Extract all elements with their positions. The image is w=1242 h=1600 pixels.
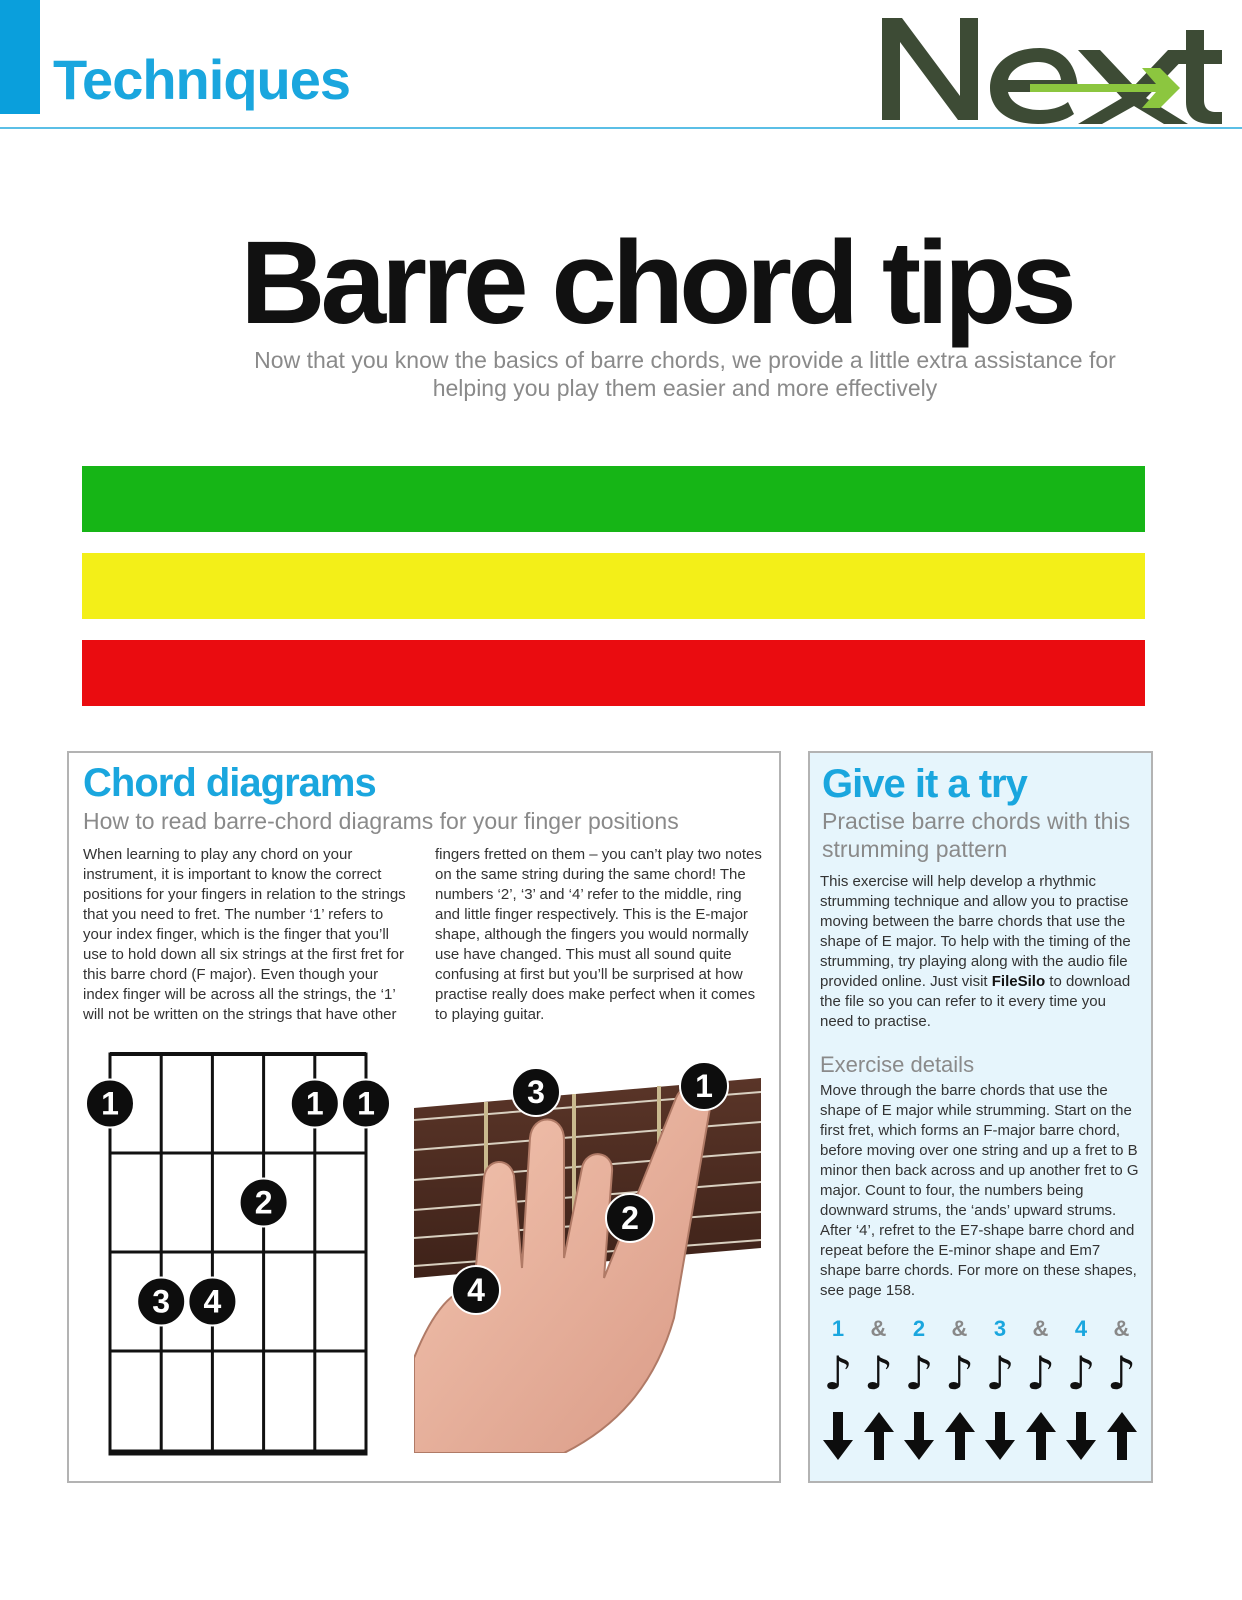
eighth-note-icon: ♪ xyxy=(904,1346,934,1400)
yellow-bar xyxy=(82,553,1145,619)
photo-finger-dot-2 xyxy=(606,1194,654,1242)
strum-count: & xyxy=(1032,1316,1049,1341)
eighth-note-icon: ♪ xyxy=(1066,1346,1096,1400)
strum-count: 2 xyxy=(912,1316,926,1341)
eighth-note-icon: ♪ xyxy=(823,1346,853,1400)
exercise-details-body: Move through the barre chords that use the shape of E major while strumming. Start on the first fret, which forms an F-major barre chord, before moving over one string and up a fret to B minor then back across and up another fret to G major. Count to four, the numbers being downward strums, the ‘ands’ upward strums. After ‘4’, refret to the E7-shape barre chord and repeat before the E-minor shape and Em7 shape barre chords. For more on these shapes, see page 158. xyxy=(820,1082,1139,1299)
eighth-note-icon: ♪ xyxy=(985,1346,1015,1400)
strum-count: & xyxy=(870,1316,887,1341)
finger-dot-1 xyxy=(342,1080,390,1128)
give-it-a-try-body xyxy=(820,872,1142,1032)
finger-dot-1 xyxy=(291,1080,339,1128)
up-arrow-icon xyxy=(864,1412,894,1460)
down-arrow-icon xyxy=(1066,1412,1096,1460)
eighth-note-icon: ♪ xyxy=(1025,1346,1056,1400)
eighth-note-icon: ♪ xyxy=(863,1346,894,1400)
give-it-a-try-subtitle: Practise barre chords with this strumming pattern xyxy=(822,808,1131,862)
svg-text:3: 3 xyxy=(152,1283,171,1320)
chord-diagrams-text-col1: When learning to play any chord on your instrument, it is important to know the correct positions for your fingers in relation to the strings that you need to fret. The number ‘1’ refers to your index finger, which is the finger that you’ll use to hold down all six strings at the first fret for this barre chord (F major). Even though your index finger will be across all the strings, the ‘1’ will not be written on the strings that have other xyxy=(83,846,406,1023)
section-title: Techniques xyxy=(53,48,351,111)
section-accent-bar xyxy=(0,0,40,114)
article-subtitle: Now that you know the basics of barre chords, we provide a little extra assistance for helping you play them easier and more effectively xyxy=(254,347,1116,401)
chord-diagrams-title: Chord diagrams xyxy=(83,761,376,805)
down-arrow-icon xyxy=(985,1412,1015,1460)
svg-text:1: 1 xyxy=(101,1085,119,1122)
strum-count: & xyxy=(951,1316,968,1341)
eighth-note-icon: ♪ xyxy=(944,1346,975,1400)
svg-text:4: 4 xyxy=(467,1272,485,1308)
chord-diagram xyxy=(82,1040,402,1460)
svg-text:2: 2 xyxy=(621,1200,639,1236)
down-arrow-icon xyxy=(904,1412,934,1460)
filesilo-link[interactable]: FileSilo xyxy=(991,973,1046,990)
svg-text:1: 1 xyxy=(357,1085,375,1122)
finger-dot-2 xyxy=(240,1179,288,1227)
give-it-a-try-title: Give it a try xyxy=(822,762,1027,806)
strum-count: 4 xyxy=(1074,1316,1088,1341)
photo-finger-dot-4 xyxy=(452,1266,500,1314)
strum-count: 3 xyxy=(993,1316,1007,1341)
svg-text:2: 2 xyxy=(254,1184,273,1221)
green-bar xyxy=(82,466,1145,532)
red-bar xyxy=(82,640,1145,706)
svg-text:3: 3 xyxy=(527,1074,545,1110)
svg-text:4: 4 xyxy=(203,1283,222,1320)
hand-on-fretboard-photo xyxy=(414,1058,761,1453)
strum-count: 1 xyxy=(831,1316,845,1341)
header-divider xyxy=(0,127,1242,129)
article-title: Barre chord tips xyxy=(240,217,1072,349)
up-arrow-icon xyxy=(1026,1412,1056,1460)
svg-text:1: 1 xyxy=(305,1085,324,1122)
photo-finger-dot-3 xyxy=(512,1068,560,1116)
try-body-text-2: to download the file so you can refer to it every time you need to practise. xyxy=(820,973,1131,1030)
eighth-note-icon: ♪ xyxy=(1106,1346,1137,1400)
svg-text:1: 1 xyxy=(695,1068,713,1104)
chord-diagrams-subtitle: How to read barre-chord diagrams for your finger positions xyxy=(83,808,679,834)
exercise-details-heading: Exercise details xyxy=(820,1052,975,1077)
chord-diagrams-text-col2: fingers fretted on them – you can’t play two notes on the same string during the same chord! The numbers ‘2’, ‘3’ and ‘4’ refer to the middle, ring and little finger respectively. This is the E-major shape, although the fingers you would normally use have changed. This must all sound quite confusing at first but you’ll be surprised at how practise really does make perfect when it comes to playing guitar. xyxy=(435,846,762,1023)
strum-count: & xyxy=(1113,1316,1130,1341)
next-logo xyxy=(880,8,1225,126)
finger-dot-1 xyxy=(86,1080,134,1128)
finger-dot-4 xyxy=(188,1278,236,1326)
photo-finger-dot-1 xyxy=(680,1062,728,1110)
up-arrow-icon xyxy=(945,1412,975,1460)
try-body-text-1: This exercise will help develop a rhythmic strumming technique and allow you to practise moving between the barre chords that use the shape of E major. To help with the timing of the strumming, try playing along with the audio file provided online. Just visit xyxy=(820,873,1131,990)
finger-dot-3 xyxy=(137,1278,185,1326)
down-arrow-icon xyxy=(823,1412,853,1460)
up-arrow-icon xyxy=(1107,1412,1137,1460)
